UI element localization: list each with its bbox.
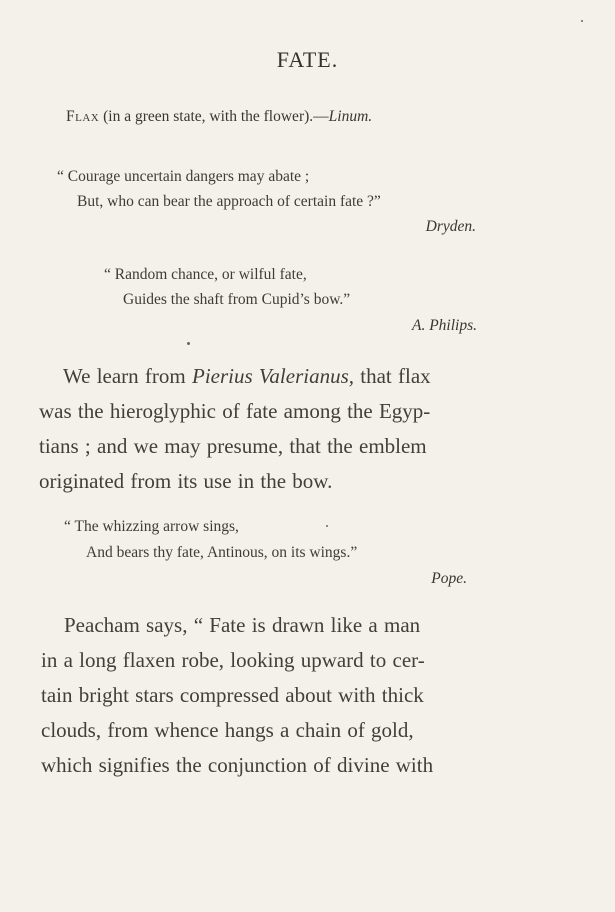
page-title: FATE. [276, 47, 339, 72]
quote2-line1: “ Random chance, or wilful fate, [104, 266, 307, 283]
para2-line2: in a long flaxen robe, looking upward to cer- [41, 648, 425, 672]
plant-description: (in a green state, with the flower).— [99, 108, 329, 125]
quote3-author: Pope. [431, 570, 467, 587]
quote2-author: A. Philips. [411, 317, 477, 334]
latin-name: Linum. [328, 108, 373, 125]
para2-line3: tain bright stars compressed about with thick [41, 683, 424, 707]
paper-speck [581, 20, 583, 22]
quote1-author: Dryden. [425, 218, 476, 235]
para1-line1 [63, 364, 431, 389]
quote3-line1: “ The whizzing arrow sings, [64, 518, 239, 535]
paper-speck [326, 525, 328, 527]
para2-line4: clouds, from whence hangs a chain of gold, [41, 718, 414, 742]
para1-line1-post: that flax [354, 364, 431, 388]
quote1-line2: But, who can bear the approach of certain fate ?” [77, 193, 381, 210]
plant-name: Flax [66, 108, 100, 125]
para1-line2: was the hieroglyphic of fate among the Egyp- [39, 399, 431, 423]
para1-line3: tians ; and we may presume, that the emblem [39, 434, 427, 458]
para2-line5: which signifies the conjunction of divine with [41, 753, 434, 777]
plant-subheading [66, 108, 372, 126]
para1-line4: originated from its use in the bow. [39, 469, 333, 493]
quote1-line1: “ Courage uncertain dangers may abate ; [57, 168, 310, 185]
para1-line1-pre: We learn from [63, 364, 192, 388]
author-name: Pierius Valerianus, [192, 364, 354, 388]
paper-speck [187, 342, 190, 345]
para2-line1: Peacham says, “ Fate is drawn like a man [64, 613, 421, 637]
quote2-line2: Guides the shaft from Cupid’s bow.” [123, 291, 351, 308]
quote3-line2: And bears thy fate, Antinous, on its wings.” [86, 544, 358, 561]
